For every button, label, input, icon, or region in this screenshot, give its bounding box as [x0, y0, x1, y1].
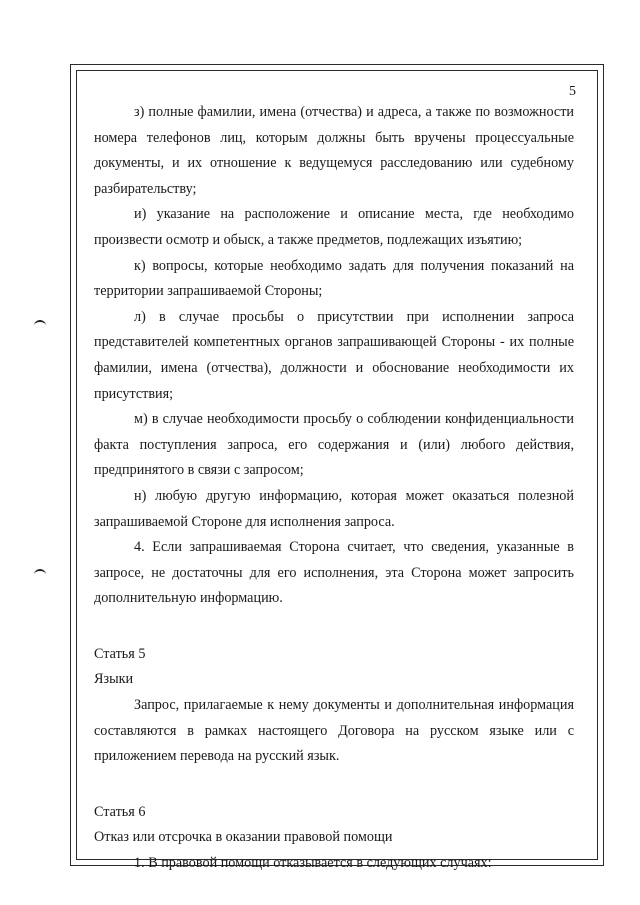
article-6-text: 1. В правовой помощи отказывается в следующих случаях:: [134, 855, 492, 872]
binding-mark: [34, 320, 46, 328]
paragraph-k: к) вопросы, которые необходимо задать для получения показаний на территории запрашиваемой Стороны;: [94, 257, 574, 300]
article-6-number: Статья 6: [94, 803, 146, 820]
paragraph-4: 4. Если запрашиваемая Сторона считает, что сведения, указанные в запросе, не достаточны для его исполнения, эта Сторона может запросить дополнительную информацию.: [94, 539, 574, 607]
article-6-title: Отказ или отсрочка в оказании правовой помощи: [94, 829, 393, 846]
paragraph-n: н) любую другую информацию, которая может оказаться полезной запрашиваемой Стороне для исполнения запроса.: [94, 487, 574, 530]
paragraph-m: м) в случае необходимости просьбу о соблюдении конфиденциальности факта поступления запроса, его содержания и (или) любого действия, предпринятого в связи с запросом;: [94, 411, 574, 479]
page-number: 5: [569, 84, 576, 99]
paragraph-l: л) в случае просьбы о присутствии при исполнении запроса представителей компетентных органов запрашивающей Стороны - их полные фамилии, имена (отчества), должности и обоснование необходимости их присутствия;: [94, 308, 574, 402]
paragraph-i: и) указание на расположение и описание места, где необходимо произвести осмотр и обыск, а также предметов, подлежащих изъятию;: [94, 206, 574, 248]
paragraph-z: з) полные фамилии, имена (отчества) и адреса, а также по возможности номера телефонов лиц, которым должны быть вручены процессуальные документы, и их отношение к ведущемуся расследованию или судебному разбирательству;: [94, 104, 574, 197]
binding-mark: [34, 569, 46, 577]
document-body: [94, 100, 574, 877]
article-5-title: Языки: [94, 671, 134, 688]
article-5-text: Запрос, прилагаемые к нему документы и дополнительная информация составляются в рамках настоящего Договора на русском языке или с приложением перевода на русский язык.: [94, 697, 574, 765]
article-5-number: Статья 5: [94, 645, 146, 662]
